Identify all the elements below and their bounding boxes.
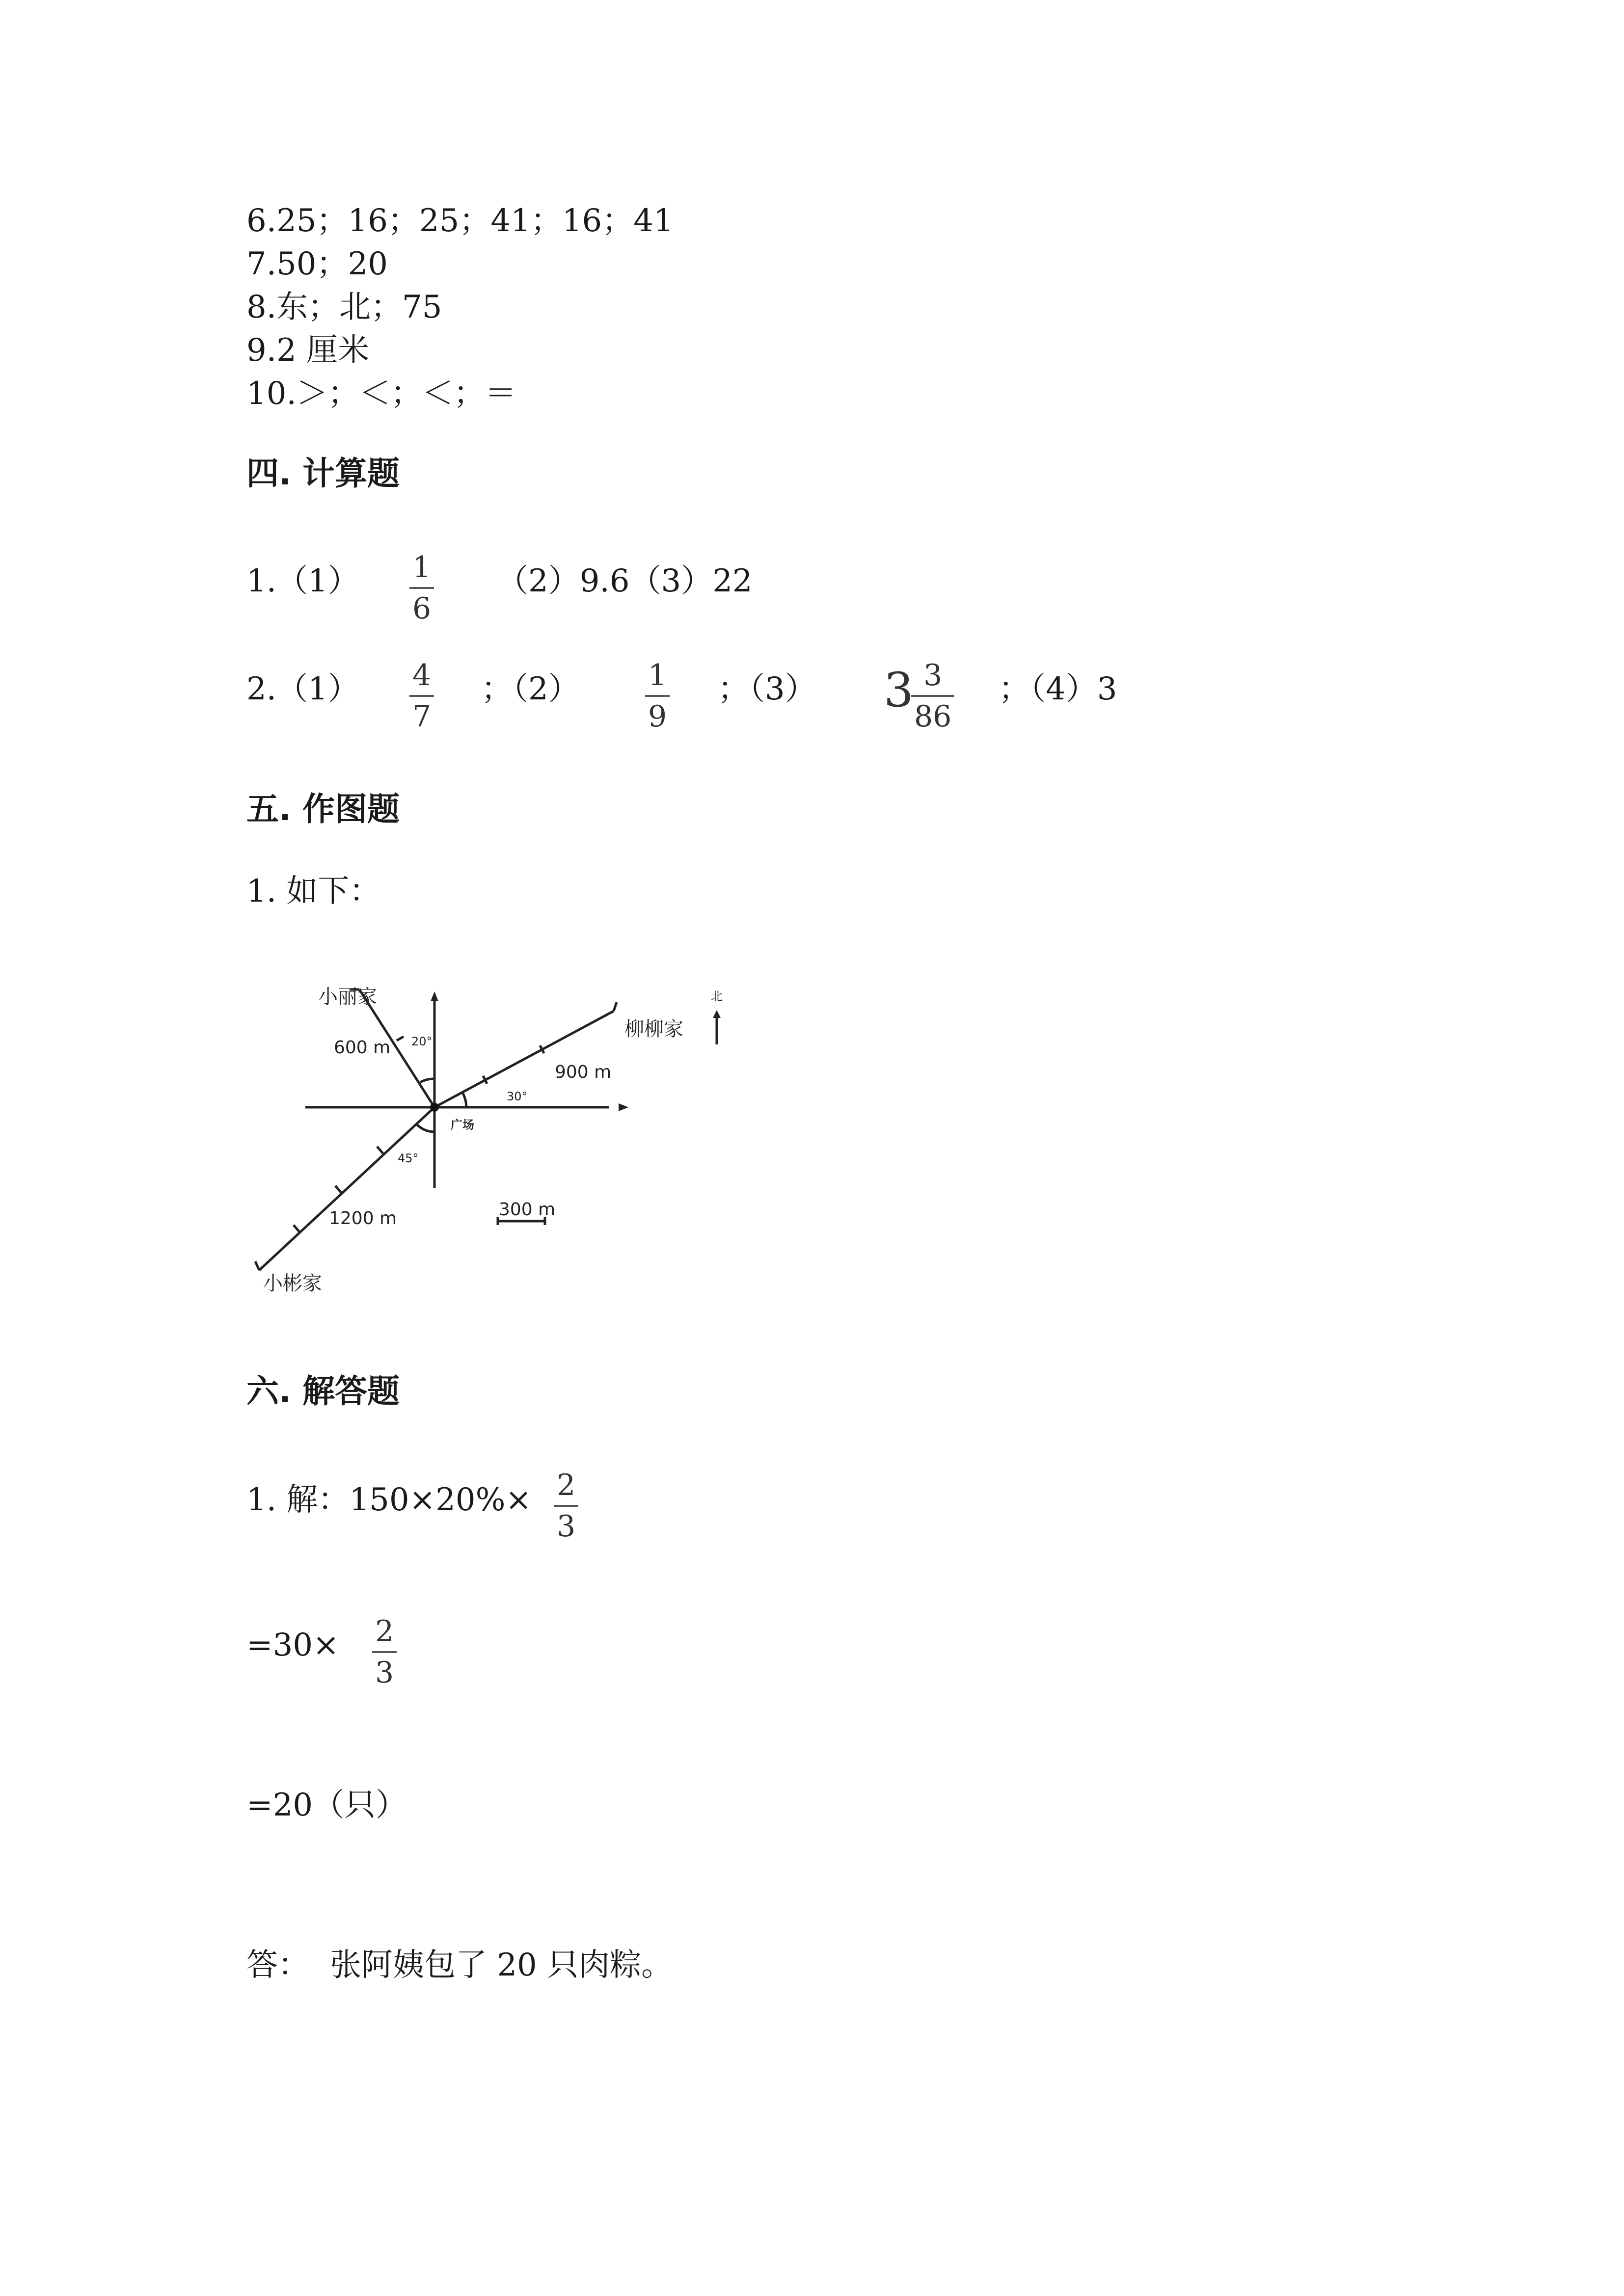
answer-line-8: 8.东；北；75 <box>246 289 442 325</box>
drawing-q1-label: 1. 如下： <box>246 873 381 909</box>
solution-line-2: =30× <box>246 1627 339 1663</box>
label-liuliu: 柳柳家 <box>624 1018 683 1041</box>
solution-line-3: =20（只） <box>246 1787 407 1823</box>
label-d900: 900 m <box>555 1062 612 1082</box>
calc-q2-fraction-2 <box>645 658 670 734</box>
calc-q2-fraction-3 <box>911 658 954 734</box>
fraction-denominator: 7 <box>412 699 432 734</box>
fraction-numerator: 1 <box>412 550 432 585</box>
solution-line-2-fraction <box>372 1614 397 1690</box>
fraction-numerator: 1 <box>648 658 667 693</box>
label-scale: 300 m <box>499 1200 556 1220</box>
calc-q2-fraction-1 <box>409 658 434 734</box>
label-angle-45: 45° <box>398 1151 419 1165</box>
label-angle-20: 20° <box>411 1035 433 1048</box>
answer-line-9: 9.2 厘米 <box>246 332 370 369</box>
label-north: 北 <box>711 989 723 1003</box>
label-angle-30: 30° <box>507 1090 528 1103</box>
solution-line-1-fraction <box>554 1468 578 1544</box>
label-d1200: 1200 m <box>329 1208 397 1228</box>
calc-q1-prefix: 1.（1） <box>246 563 359 599</box>
calc-q2-rest: ；（4）3 <box>999 671 1117 707</box>
answer-line-10: 10.＞；＜；＜；＝ <box>246 375 516 412</box>
calc-q2-sep-1: ；（2） <box>481 671 580 707</box>
fraction-numerator: 3 <box>923 658 943 693</box>
section-6-heading: 六. 解答题 <box>246 1372 400 1410</box>
answer-text: 张阿姨包了 20 只肉粽。 <box>330 1947 673 1983</box>
fraction-denominator: 3 <box>375 1655 394 1690</box>
north-arrow-head <box>713 1010 721 1018</box>
label-xiaobin: 小彬家 <box>263 1272 322 1295</box>
label-xiaoli: 小丽家 <box>318 986 377 1008</box>
fraction-denominator: 9 <box>648 699 667 734</box>
section-4-heading: 四. 计算题 <box>246 454 400 492</box>
plaza-point <box>430 1103 439 1112</box>
fraction-numerator: 4 <box>412 658 432 693</box>
direction-diagram <box>236 962 756 1301</box>
east-arrow-head <box>619 1103 628 1111</box>
calc-q1-rest: （2）9.6（3）22 <box>497 563 753 599</box>
calc-q2-mixed-whole: 3 <box>884 663 914 718</box>
calc-q2-prefix: 2.（1） <box>246 671 359 707</box>
label-guangchang: 广场 <box>451 1118 474 1132</box>
answer-line-6: 6.25；16；25；41；16；41 <box>246 203 674 239</box>
fraction-denominator: 86 <box>914 699 952 734</box>
fraction-numerator: 2 <box>557 1468 576 1502</box>
fraction-numerator: 2 <box>375 1614 394 1649</box>
section-5-heading: 五. 作图题 <box>246 790 400 828</box>
label-d600: 600 m <box>334 1038 391 1058</box>
fraction-denominator: 6 <box>412 591 432 626</box>
calc-q2-sep-2: ；（3） <box>718 671 816 707</box>
ray-xiaobin <box>259 1107 434 1270</box>
answer-label: 答： <box>246 1947 309 1983</box>
answer-line-7: 7.50；20 <box>246 246 388 282</box>
calc-q1-fraction <box>409 550 434 626</box>
fraction-denominator: 3 <box>557 1509 576 1544</box>
solution-line-1: 1. 解：150×20%× <box>246 1482 532 1518</box>
north-axis-arrow-head <box>431 991 438 1001</box>
